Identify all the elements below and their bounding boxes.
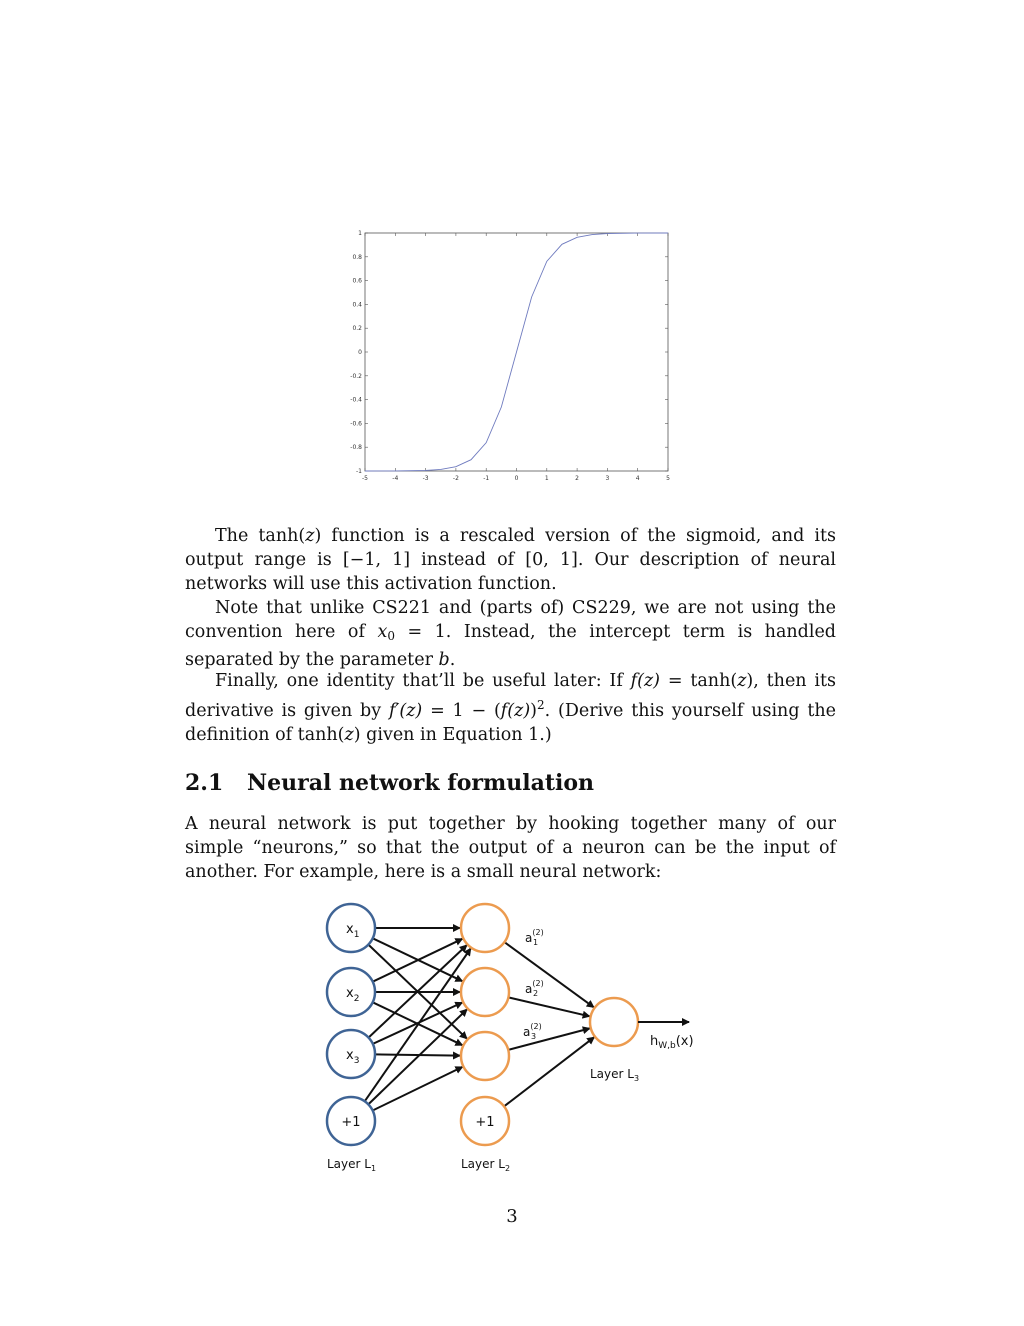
edge-hidden-to-output (508, 1028, 590, 1050)
y-tick-label: 0.2 (352, 325, 362, 333)
x-tick-label: 0 (514, 475, 519, 482)
section-title: Neural network formulation (247, 770, 595, 796)
neural-network-diagram (315, 892, 715, 1182)
hidden-bias-node (461, 1097, 509, 1145)
y-tick-label: -0.6 (350, 420, 362, 428)
activation-label-a3: $a^{(2)}$ 3 (523, 1022, 542, 1041)
x-tick-label: 1 (544, 475, 549, 482)
output-label: $h_{W,b}(x)$ (650, 1034, 694, 1051)
section-heading (185, 770, 594, 796)
y-tick-label: 0.4 (352, 301, 362, 309)
edge-input-to-hidden (375, 1054, 460, 1055)
section-number: 2.1 (185, 770, 224, 796)
y-tick-label: -0.8 (350, 444, 362, 452)
svg-text:+1: +1 (475, 1115, 495, 1130)
activation-label-a1: $a^{(2)}$ 1 (525, 928, 544, 947)
x-tick-label: 5 (666, 475, 670, 482)
x-tick-label: 4 (635, 475, 640, 482)
svg-text:x3: $x_3$ (346, 1048, 360, 1066)
input-node-x3 (327, 1030, 375, 1078)
edge-hidden-to-output (508, 997, 589, 1016)
network-edges (365, 928, 595, 1111)
paragraph-intercept-note: Note that unlike CS221 and (parts of) CS229, we are not using the convention here of $x_0 = 1$. Instead, the intercept term is handled separated by the parameter b. (185, 598, 837, 671)
hidden-node-3 (461, 1032, 509, 1080)
x-tick-label: -1 (483, 475, 490, 482)
input-node-x2 (327, 968, 375, 1016)
layer-label-l2: Layer $L_2$ (461, 1157, 511, 1173)
input-bias-node (327, 1097, 375, 1145)
output-node (590, 998, 638, 1046)
y-tick-label: -0.4 (350, 396, 362, 404)
y-tick-label: -1 (356, 468, 362, 475)
y-tick-label: 0.6 (352, 277, 362, 285)
activation-label-a2: $a^{(2)}$ 2 (525, 979, 544, 998)
input-node-x1 (327, 904, 375, 952)
y-tick-label: -0.2 (350, 372, 362, 380)
hidden-node-2 (461, 968, 509, 1016)
svg-text:+1: +1 (341, 1115, 361, 1130)
y-tick-label: 1 (358, 230, 362, 237)
x-tick-label: -4 (392, 475, 399, 482)
edge-hidden-to-output (504, 942, 593, 1007)
x-tick-label: -5 (362, 475, 368, 482)
svg-text:x2: $x_2$ (346, 986, 360, 1004)
svg-text:x1: $x_1$ (346, 922, 360, 940)
hidden-node-1 (461, 904, 509, 952)
page-number: 3 (506, 1206, 518, 1227)
y-tick-label: 0 (358, 349, 362, 356)
x-tick-label: -2 (452, 475, 459, 482)
paragraph-derivative-identity: Finally, one identity that’ll be useful later: If f(z) = tanh(z), then its derivative is given by $f'(z) = 1 - (f(z))^2$. (Derive this yourself using the definition of tanh(z) given in Equation 1.) (185, 671, 837, 746)
tanh-curve (365, 233, 668, 471)
tanh-chart (340, 225, 680, 487)
layer-label-l1: Layer $L_1$ (327, 1157, 377, 1173)
paragraph-tanh-description: The tanh(z) function is a rescaled version of the sigmoid, and its output range is [−1, 1] instead of [0, 1]. Our description of neural networks will use this activation function. (185, 526, 836, 595)
y-tick-label: 0.8 (352, 253, 362, 261)
paragraph-network-intro: A neural network is put together by hooking together many of our simple “neurons,” so that the output of a neuron can be the input of another. For example, here is a small neural network: (185, 814, 836, 883)
edge-input-to-hidden (373, 1067, 463, 1111)
x-tick-label: 3 (605, 475, 610, 482)
x-tick-label: -3 (422, 475, 429, 482)
layer-label-l3: Layer $L_3$ (590, 1067, 640, 1083)
x-tick-label: 2 (575, 475, 580, 482)
